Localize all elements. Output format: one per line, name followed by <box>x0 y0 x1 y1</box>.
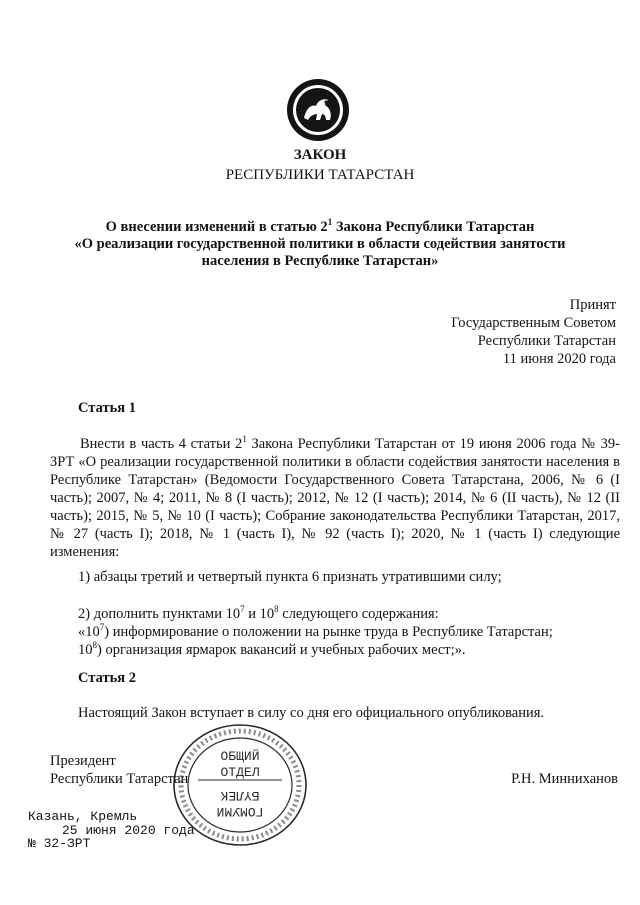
footer-number: № 32-ЗРТ <box>28 836 91 851</box>
footer-date: 25 июня 2020 года <box>62 823 195 838</box>
signatory-name: Р.Н. Минниханов <box>511 771 618 787</box>
article-2-title: Статья 2 <box>78 670 136 686</box>
article-1-title: Статья 1 <box>78 400 136 416</box>
republic-name: РЕСПУБЛИКИ ТАТАРСТАН <box>225 167 415 183</box>
law-title: ЗАКОН <box>293 147 347 163</box>
article-1-intro: Внести в часть 4 статьи $2^1$ Закона Республики Татарстан от 19 июня 2006 года № 39-ЗРТ «О реализации государственной политики в области содействия занятости населения в Республике Татарстан» (Ведомости Государственного Совета Татарстана, 2006, № 6 (I часть); 2007, № 4; 2011, № 8 (I часть); 2012, № 12 (I часть); 2014, № 6 (II часть), № 12 (II часть); 2015, № 5, № 10 (I часть); Собрание законодательства Республики Татарстан, 2017, № 27 (часть I); 2018, № 1 (часть I), № 92 (часть I); 2020, № 1 (часть I) следующие изменения: <box>50 434 620 560</box>
article-1-subitem-1: «$10^7$) информирование о положении на рынке труда в Республике Татарстан; <box>78 622 553 640</box>
adoption-info: Принят Государственным Советом Республики Татарстан 11 июня 2020 года <box>451 297 616 367</box>
article-1-subitem-2: $10^8$) организация ярмарок вакансий и учебных рабочих мест;». <box>78 640 466 658</box>
seal-line-1: ОБЩИЙ <box>220 749 260 764</box>
seal-line-3: ГОМУМИ <box>216 804 264 819</box>
law-heading: О внесении изменений в статью $2^1$ Закона Республики Татарстан «О реализации государственной политики в области содействия занятости населения в Республике Татарстан» <box>74 217 566 269</box>
article-1-item-1: 1) абзацы третий и четвертый пункта 6 признать утратившими силу; <box>78 569 502 585</box>
footer-place: Казань, Кремль <box>28 809 138 824</box>
coat-of-arms-emblem <box>286 78 350 142</box>
article-1-item-2: 2) дополнить пунктами $10^7$ и $10^8$ следующего содержания: <box>78 604 439 622</box>
article-2-text: Настоящий Закон вступает в силу со дня его официального опубликования. <box>78 705 545 721</box>
signature-position: Президент Республики Татарстан <box>50 753 189 787</box>
seal-line-4: БҮЛЕК <box>220 788 260 803</box>
seal-line-2: ОТДЕЛ <box>220 765 260 780</box>
